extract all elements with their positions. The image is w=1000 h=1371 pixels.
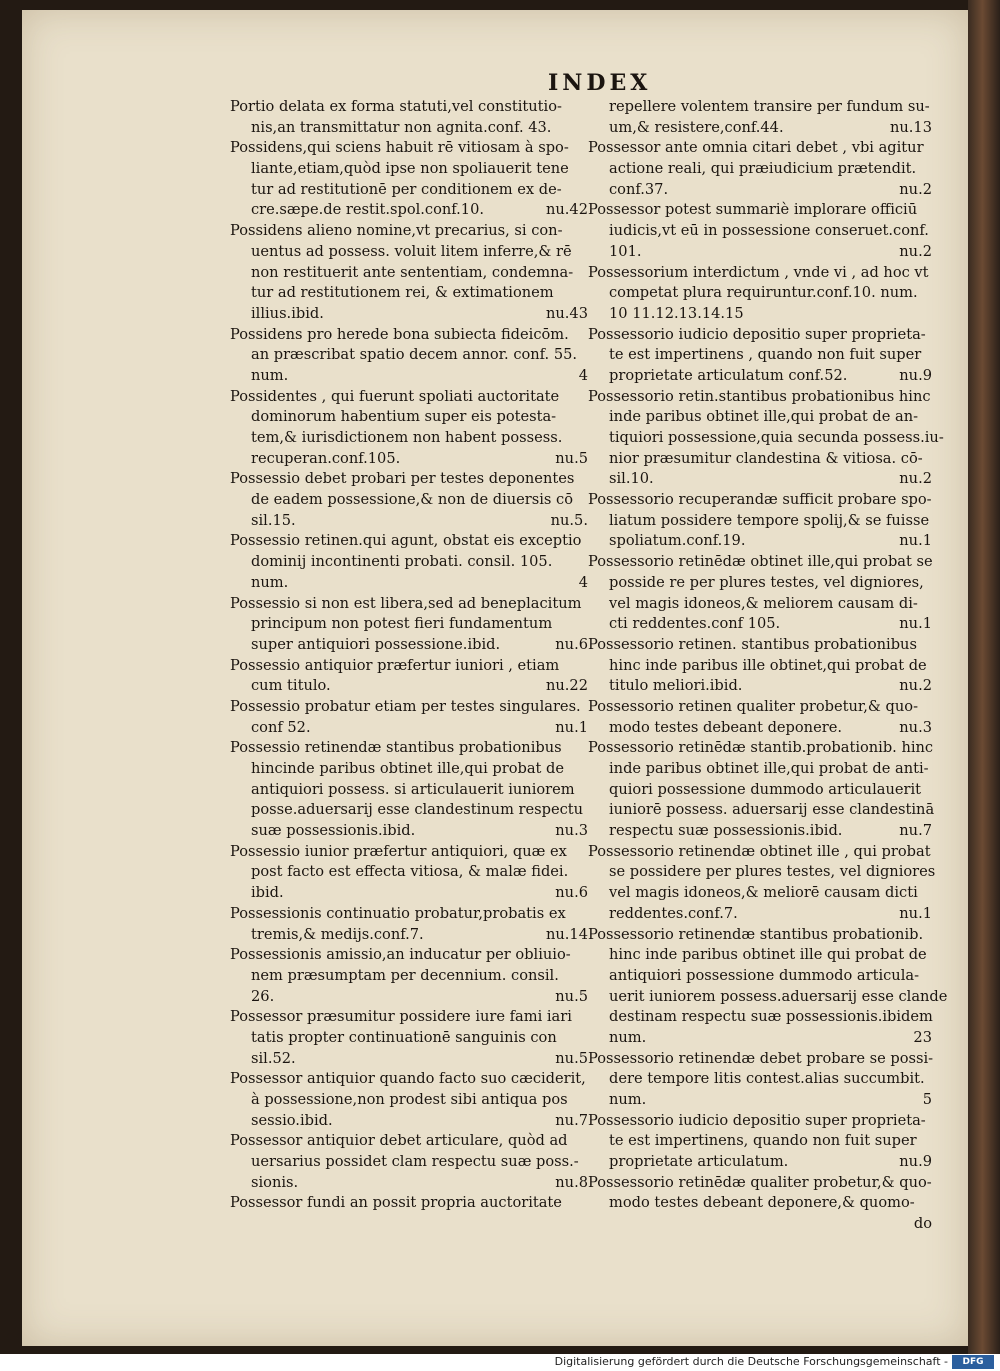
index-line [230,656,588,677]
index-line [230,904,588,925]
index-line [588,1214,932,1235]
index-line-text: repellere volentem transire per fundum su- [609,98,930,115]
index-line-text: Possessorio retinendæ stantibus probationib. [588,925,924,943]
index-line-text: Possessorio retinen qualiter probetur,& quo- [588,697,919,715]
index-line-text: cum titulo. [251,677,331,695]
index-line [588,428,944,449]
index-line [230,325,588,346]
index-line-number: nu.5 [555,987,588,1005]
index-line-text: uersarius possidet clam respectu suæ poss.- [251,1153,579,1171]
index-line [230,1007,588,1028]
index-line [588,904,932,925]
index-line [588,945,932,966]
index-line [230,1193,588,1214]
index-line-text: reddentes.conf.7. [609,904,738,922]
index-line [588,862,936,883]
index-line [588,1028,932,1049]
index-line [230,552,588,573]
index-line-text: Possessionis amissio,an inducatur per obliuio- [230,946,571,964]
index-line-text: hinc inde paribus obtinet ille qui probat de [609,946,927,964]
index-line-text: competat plura requiruntur.conf.10. num. [609,284,918,302]
index-line-text: um,& resistere,conf.44. [609,118,784,136]
index-line-text: hinc inde paribus ille obtinet,qui probat de [609,656,927,674]
index-line [230,676,588,697]
index-line-text: spoliatum.conf.19. [609,532,746,550]
index-line-text: suæ possessionis.ibid. [251,822,416,840]
index-line-text: 26. [251,987,275,1005]
index-line [588,1193,932,1214]
index-line-number: nu.2 [899,242,932,260]
index-line-text: Possessorio retinēdæ qualiter probetur,& quo- [588,1173,932,1191]
index-line [588,138,932,159]
index-line [230,1131,588,1152]
index-line-text: posside re per plures testes, vel digniores, [609,573,924,591]
index-line [588,614,932,635]
index-line [588,780,932,801]
index-line-number: nu.9 [899,1153,932,1171]
index-line-text: 101. [609,242,642,260]
index-line-text: sil.10. [609,470,654,488]
index-line-text: uerit iuniorem possess.aduersarij esse clande [609,987,948,1005]
index-line [588,697,932,718]
index-line-text: 10 11.12.13.14.15 [609,304,744,322]
index-line-text: super antiquiori possessione.ibid. [251,635,501,653]
index-line [588,531,932,552]
index-line-text: nem præsumptam per decennium. consil. [251,966,559,984]
index-line-text: proprietate articulatum conf.52. [609,366,848,384]
index-line-text: Possessor potest summariè implorare officiū [588,201,918,219]
index-line [588,469,932,490]
index-line-text: non restituerit ante sententiam, condemna- [251,263,574,281]
index-line [588,242,932,263]
index-line [230,490,588,511]
index-line-text: tem,& iurisdictionem non habent possess. [251,429,563,446]
index-line [588,987,948,1008]
index-line [588,1007,932,1028]
index-line-number: 23 [913,1028,932,1046]
index-line-number: nu.2 [899,677,932,695]
index-line [230,242,588,263]
index-line [588,800,935,821]
index-line-text: cre.sæpe.de restit.spol.conf.10. [251,201,485,219]
index-line-number: nu.7 [899,822,932,840]
index-line [588,221,932,242]
index-line-text: uentus ad possess. voluit litem inferre,& rē [251,242,572,260]
index-line [588,490,932,511]
index-line-text: Possessio si non est libera,sed ad beneplacitum [230,594,582,612]
index-line-number: nu.1 [899,532,932,550]
index-line [588,511,932,532]
index-line [230,759,588,780]
index-line-text: proprietate articulatum. [609,1153,789,1171]
index-line-text: num. [251,366,289,384]
index-line [230,304,588,325]
index-line [230,614,588,635]
index-line-text: tatis propter continuationē sanguinis con [251,1028,557,1046]
footer-text: Digitalisierung gefördert durch die Deutsche Forschungsgemeinschaft - [554,1355,948,1368]
index-line-text: dominij incontinenti probati. consil. 105. [251,553,553,571]
index-line [230,345,588,366]
index-line-text: tur ad restitutionē per conditionem ex de- [251,180,562,198]
index-line-number: nu.5. [550,511,588,529]
index-line-text: sil.52. [251,1049,296,1067]
index-line-text: Possidens alieno nomine,vt precarius, si con- [230,222,563,240]
index-line [588,387,932,408]
index-line-text: Possessio retinendæ stantibus probationibus [230,739,562,757]
index-line-text: cti reddentes.conf 105. [609,615,781,633]
index-line-text: sionis. [251,1173,299,1191]
index-line-number: 5 [922,1091,932,1108]
index-line-text: ibid. [251,884,284,902]
index-line [588,718,932,739]
index-line-number: nu.2 [899,470,932,488]
index-line-text: dominorum habentium super eis potesta- [251,408,557,426]
index-line-number: nu.5 [555,449,588,467]
index-line [230,1049,588,1070]
index-line-text: Possessionis continuatio probatur,probatis ex [230,904,566,922]
index-line [230,842,588,863]
index-line [588,676,932,697]
index-line [588,118,932,139]
index-line-text: sessio.ibid. [251,1111,333,1129]
index-line [588,97,932,118]
index-line [230,697,588,718]
index-line-text: Possessio debet probari per testes deponentes [230,470,575,488]
right-column [588,97,948,1235]
index-line [230,159,588,180]
index-line [230,428,588,449]
index-line [230,407,588,428]
index-line-number: nu.42 [545,201,588,219]
index-line [230,821,588,842]
index-line [230,97,588,118]
index-line-number: nu.7 [555,1111,588,1129]
index-line-text: iuniorē possess. aduersarij esse clandestinā [609,801,935,819]
index-line-text: iudicis,vt eū in possessione conseruet.conf. [609,222,929,240]
index-line [588,842,932,863]
index-line [230,1090,588,1111]
index-line [588,263,932,284]
index-line-number: 4 [578,366,588,384]
index-line-number: 4 [578,573,588,591]
index-line [230,1069,588,1090]
index-line [230,635,588,656]
index-line-text: Possessorio iudicio depositio super proprieta- [588,325,926,343]
index-line [230,925,588,946]
index-line-number: nu.22 [545,677,588,695]
index-line-text: Possessio iunior præfertur antiquiori, quæ ex [230,842,567,860]
index-line-text: respectu suæ possessionis.ibid. [609,822,843,840]
index-line-text: nis,an transmittatur non agnita.conf. 43. [251,118,552,136]
index-line-text: Possessorio retinēdæ stantib.probationib. hinc [588,739,934,757]
index-line [230,738,588,759]
index-line [588,304,932,325]
index-line-text: tur ad restitutionem rei, & extimationem [251,284,554,302]
index-line-text: recuperan.conf.105. [251,449,401,467]
index-line-text: posse.aduersarij esse clandestinum respectu [251,801,584,819]
index-line [230,1173,588,1194]
index-line-text: vel magis idoneos,& meliorē causam dicti [609,884,918,902]
index-line-text: Possessorio retinēdæ obtinet ille,qui probat se [588,553,933,571]
index-line-text: hincinde paribus obtinet ille,qui probat de [251,760,565,777]
index-line-number: nu.8 [555,1173,588,1191]
index-line [230,862,588,883]
index-line [588,594,932,615]
index-line-text: Possessio retinen.qui agunt, obstat eis exceptio [230,532,582,550]
index-line [230,780,588,801]
index-line-text: vel magis idoneos,& meliorem causam di- [609,594,918,612]
index-line-text: te est impertinens, quando non fuit super [609,1132,917,1150]
index-line [230,263,588,284]
index-line-text: modo testes debeant deponere,& quomo- [609,1194,915,1212]
index-line [588,1069,932,1090]
page-header: INDEX [548,70,652,96]
index-line-text: Possessorio recuperandæ sufficit probare spo- [588,491,932,509]
index-line [588,407,932,428]
index-line [230,594,588,615]
index-line-text: tremis,& medijs.conf.7. [251,925,424,943]
index-line [230,200,588,221]
index-line-text: te est impertinens , quando non fuit super [609,346,922,364]
index-line-text: conf.37. [609,180,669,198]
index-line-text: Possessor ante omnia citari debet , vbi agitur [588,139,924,157]
index-line-text: tiquiori possessione,quia secunda possess.iu- [609,429,944,446]
index-line-number: nu.1 [899,904,932,922]
index-line-text: Possessorio retinendæ debet probare se possi- [588,1049,934,1067]
index-line [588,738,932,759]
index-line-text: Possidens,qui sciens habuit rē vitiosam à spo- [230,139,569,157]
index-line [230,1111,588,1132]
book-edge [968,0,1000,1354]
index-line [588,966,932,987]
index-line-text: Possessorio retinen. stantibus probationibus [588,635,917,653]
index-line-text: Possessor antiquior debet articulare, quòd ad [230,1132,568,1150]
index-line [588,200,932,221]
index-line-text: actione reali, qui præiudicium prætendit. [609,160,917,178]
index-line [588,1131,932,1152]
index-line-text: nior præsumitur clandestina & vitiosa. cō- [609,449,923,467]
index-line-text: quiori possessione dummodo articulauerit [609,780,921,798]
index-line [230,138,588,159]
index-line [230,800,588,821]
index-line [588,552,932,573]
index-line-text: à possessione,non prodest sibi antiqua pos [251,1091,568,1108]
index-line [588,573,932,594]
index-line-text: Possessorio retinendæ obtinet ille , qui probat [588,842,931,860]
index-line-text: Possessio probatur etiam per testes singulares. [230,697,581,715]
index-line-text: an præscribat spatio decem annor. conf. 55. [251,346,578,364]
index-line [230,366,588,387]
index-line-text: num. [609,1091,647,1108]
index-line [230,1028,588,1049]
index-line-text: Possessor præsumitur possidere iure fami iari [230,1008,572,1026]
index-line-text: Portio delata ex forma statuti,vel constitutio- [230,98,562,115]
index-line-text: Possessorio retin.stantibus probationibus hinc [588,387,931,405]
index-line-text: modo testes debeant deponere. [609,718,842,736]
index-line-text: se possidere per plures testes, vel digniores [609,863,936,881]
index-line [230,718,588,739]
index-line [588,883,932,904]
index-line-number: nu.2 [899,180,932,198]
index-line [230,945,588,966]
left-column [230,97,588,1214]
index-line-text: de eadem possessione,& non de diuersis cō [251,491,573,509]
index-line-text: liatum possidere tempore spolij,& se fuisse [609,511,930,529]
index-line-text: num. [251,573,289,591]
index-line [588,1090,932,1111]
index-line [230,573,588,594]
index-line [588,449,932,470]
index-line [230,469,588,490]
index-line-text: do [913,1215,932,1233]
footer [0,1354,1000,1371]
index-line-number: nu.14 [545,925,588,943]
index-line [230,283,588,304]
index-line [230,1152,588,1173]
index-line-text: illius.ibid. [251,304,324,322]
dfg-logo: DFG [952,1355,994,1369]
index-line [230,883,588,904]
index-line-number: nu.6 [555,884,588,902]
index-line-text: Possessor antiquior quando facto suo cæciderit, [230,1070,586,1088]
index-line [588,283,932,304]
index-line-text: inde paribus obtinet ille,qui probat de an- [609,408,919,426]
index-line-text: principum non potest fieri fundamentum [251,615,553,633]
index-line-number: nu.6 [555,635,588,653]
index-line [588,656,932,677]
index-line [588,1111,932,1132]
index-line [588,759,932,780]
index-line [588,345,932,366]
index-line-number: nu.1 [555,718,588,736]
index-line-text: Possessorium interdictum , vnde vi , ad hoc vt [588,263,929,281]
index-line [230,221,588,242]
index-line [588,325,932,346]
index-line-number: nu.13 [889,118,932,136]
index-line [588,366,932,387]
index-line-text: dere tempore litis contest.alias succumbit. [609,1070,925,1088]
index-line-text: Possessio antiquior præfertur iuniori , etiam [230,656,560,674]
index-line [230,966,588,987]
index-line [230,987,588,1008]
index-line-number: nu.5 [555,1049,588,1067]
index-line-text: Possidentes , qui fuerunt spoliati auctoritate [230,387,560,405]
index-line [588,925,932,946]
index-line-text: inde paribus obtinet ille,qui probat de anti- [609,760,929,777]
index-line [230,387,588,408]
index-line-text: num. [609,1028,647,1046]
index-line-number: nu.1 [899,615,932,633]
index-line [588,1173,932,1194]
index-line [588,1049,932,1070]
index-line [230,118,588,139]
index-line [230,511,588,532]
index-line-number: nu.3 [899,718,932,736]
index-line [588,821,932,842]
index-line-text: liante,etiam,quòd ipse non spoliauerit tene [251,160,569,178]
index-line [230,449,588,470]
index-line-text: conf 52. [251,718,311,736]
index-line-number: nu.9 [899,366,932,384]
index-line [230,531,588,552]
index-line-text: Possessor fundi an possit propria auctoritate [230,1194,562,1212]
index-line-text: destinam respectu suæ possessionis.ibidem [609,1008,933,1026]
index-line-text: Possessorio iudicio depositio super proprieta- [588,1111,926,1129]
index-line [588,1152,932,1173]
index-line-number: nu.43 [545,304,588,322]
index-line [588,159,932,180]
index-line-text: antiquiori possessione dummodo articula- [609,966,920,984]
index-line-text: sil.15. [251,511,296,529]
index-line-text: titulo meliori.ibid. [609,677,743,695]
index-line-number: nu.3 [555,822,588,840]
index-line [230,180,588,201]
index-line-text: Possidens pro herede bona subiecta fideicōm. [230,325,569,343]
index-line [588,180,932,201]
index-line [588,635,932,656]
index-line-text: post facto est effecta vitiosa, & malæ fidei. [251,863,569,881]
index-line-text: antiquiori possess. si articulauerit iuniorem [251,780,575,798]
